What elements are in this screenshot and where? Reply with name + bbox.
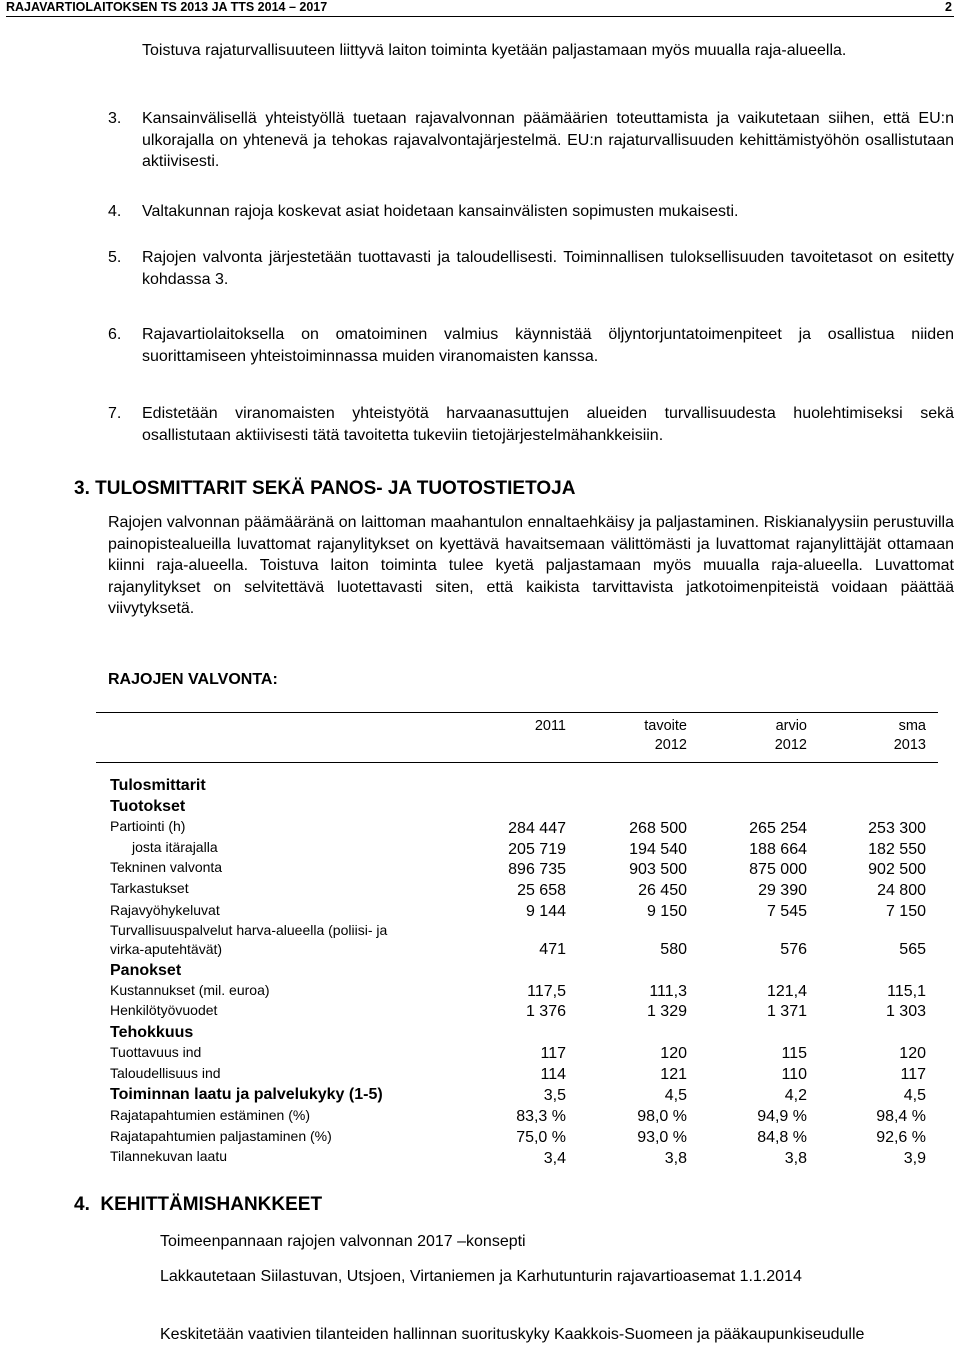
table-cell: 111,3: [649, 983, 687, 1000]
row-label: Tilannekuvan laatu: [110, 1148, 228, 1164]
table-cell: 9 144: [525, 903, 566, 920]
table-cell: 4,5: [664, 1087, 687, 1104]
row-label: josta itärajalla: [132, 839, 218, 855]
table-cell: 115: [781, 1045, 807, 1062]
rajojen-valvonta-subheading: RAJOJEN VALVONTA:: [108, 671, 278, 688]
table-cell: 3,9: [903, 1150, 926, 1167]
table-cell: 565: [899, 941, 926, 958]
table-cell: 182 550: [868, 841, 926, 858]
table-cell: 115,1: [887, 983, 926, 1000]
section-tuotokset: Tuotokset: [110, 798, 186, 815]
intro-paragraph: Toistuva rajaturvallisuuteen liittyvä laiton toiminta kyetään paljastamaan myös muualla raja-alueella.: [142, 42, 847, 59]
table-cell: 84,8 %: [757, 1129, 807, 1146]
item-6-text: Rajavartiolaitoksella on omatoiminen valmius käynnistää öljyntorjuntatoimenpiteet ja osallistua niiden suorittamiseen yhteistoiminnassa muiden viranomaisten kanssa.: [142, 326, 954, 365]
table-cell: 120: [899, 1045, 926, 1062]
table-cell: 580: [660, 941, 687, 958]
table-cell: 875 000: [749, 861, 807, 878]
item-number-7: 7.: [108, 405, 122, 422]
row-label: Taloudellisuus ind: [110, 1065, 221, 1081]
table-cell: 4,5: [903, 1087, 926, 1104]
table-cell: 93,0 %: [637, 1129, 687, 1146]
table-cell: 9 150: [646, 903, 687, 920]
table-cell: 98,4 %: [876, 1108, 926, 1125]
item-7-text: Edistetään viranomaisten yhteistyötä harvaanasuttujen alueiden turvallisuudesta huolehtimiseksi sekä osallistutaan aktiivisesti tätä tavoitetta tukeviin tietojärjestelmähankkeisiin.: [142, 405, 954, 444]
table-cell: 253 300: [868, 820, 926, 837]
row-label: Tarkastukset: [110, 880, 189, 896]
table-cell: 205 719: [508, 841, 566, 858]
row-label-continued: virka-aputehtävät): [110, 941, 223, 957]
table-cell: 1 376: [525, 1003, 566, 1020]
table-cell: 26 450: [638, 882, 687, 899]
table-cell: 3,8: [664, 1150, 687, 1167]
section-toiminnan-laatu: Toiminnan laatu ja palvelukyky (1-5): [110, 1086, 383, 1103]
section-tulosmittarit: Tulosmittarit: [110, 777, 206, 794]
row-label: Kustannukset (mil. euroa): [110, 982, 270, 998]
row-label: Henkilötyövuodet: [110, 1002, 218, 1018]
table-cell: 471: [539, 941, 566, 958]
table-top-rule: [96, 712, 938, 713]
section-4-heading: 4. KEHITTÄMISHANKKEET: [74, 1194, 323, 1215]
table-header-rule: [96, 762, 938, 763]
table-cell: 3,4: [543, 1150, 566, 1167]
table-cell: 92,6 %: [876, 1129, 926, 1146]
table-cell: 94,9 %: [757, 1108, 807, 1125]
table-cell: 75,0 %: [516, 1129, 566, 1146]
table-cell: 117: [540, 1045, 566, 1062]
table-cell: 896 735: [508, 861, 566, 878]
item-number-5: 5.: [108, 249, 122, 266]
col-head-arvio-2012: arvio 2012: [774, 718, 807, 753]
table-cell: 3,5: [543, 1087, 566, 1104]
table-cell: 1 329: [646, 1003, 687, 1020]
table-cell: 3,8: [784, 1150, 807, 1167]
section-panokset: Panokset: [110, 962, 182, 979]
table-cell: 29 390: [758, 882, 807, 899]
table-cell: 188 664: [749, 841, 807, 858]
row-label: Rajatapahtumien estäminen (%): [110, 1107, 310, 1123]
table-cell: 268 500: [629, 820, 687, 837]
table-cell: 110: [781, 1066, 807, 1083]
table-cell: 902 500: [868, 861, 926, 878]
row-label: Rajatapahtumien paljastaminen (%): [110, 1128, 332, 1144]
table-cell: 114: [540, 1066, 566, 1083]
table-cell: 117: [900, 1066, 926, 1083]
table-cell: 194 540: [629, 841, 687, 858]
section-tehokkuus: Tehokkuus: [110, 1024, 194, 1041]
table-cell: 121: [660, 1066, 687, 1083]
table-cell: 7 150: [885, 903, 926, 920]
item-number-3: 3.: [108, 110, 122, 127]
table-cell: 117,5: [527, 983, 566, 1000]
item-number-4: 4.: [108, 203, 122, 220]
page-header: [6, 0, 954, 17]
row-label: Turvallisuuspalvelut harva-alueella (poliisi- ja: [110, 922, 388, 938]
item-number-6: 6.: [108, 326, 122, 343]
table-cell: 1 371: [766, 1003, 807, 1020]
table-cell: 4,2: [784, 1087, 807, 1104]
page-number: 2: [945, 0, 952, 14]
item-5-text: Rajojen valvonta järjestetään tuottavasti ja taloudellisesti. Toiminnallisen tuloksellisuuden tavoitetasot on esitetty kohdassa 3.: [142, 249, 954, 288]
row-label: Partiointi (h): [110, 818, 186, 834]
table-cell: 903 500: [629, 861, 687, 878]
header-title: RAJAVARTIOLAITOKSEN TS 2013 JA TTS 2014 – 2017: [6, 0, 328, 14]
table-cell: 120: [660, 1045, 687, 1062]
table-cell: 98,0 %: [637, 1108, 687, 1125]
table-cell: 83,3 %: [516, 1108, 566, 1125]
row-label: Rajavyöhykeluvat: [110, 902, 220, 918]
section-3-paragraph: Rajojen valvonnan päämääränä on laittoman maahantulon ennaltaehkäisy ja paljastaminen. Riskianalyysiin perustuvilla painopistealueilla luvattomat rajanylitykset on kyettävä havaitsemaan välittömästi ja luvattomat rajanylittäjät ottamaan kiinni raja-alueella. Toistuva laiton toiminta tulee kyetä paljastamaan myös muualla raja-alueella. Luvattomat rajanylitykset on selvitettävä luotettavasti siten, että kaikista tarvittavista jatkotoimenpiteistä voidaan päättää viivytyksetä.: [108, 514, 954, 617]
table-cell: 265 254: [749, 820, 807, 837]
section-3-heading: 3. TULOSMITTARIT SEKÄ PANOS- JA TUOTOSTIETOJA: [74, 478, 576, 499]
kehittamishanke-item: Lakkautetaan Siilastuvan, Utsjoen, Virtaniemen ja Karhutunturin rajavartioasemat 1.1.2014: [160, 1268, 802, 1285]
table-cell: 284 447: [508, 820, 566, 837]
item-3-text: Kansainvälisellä yhteistyöllä tuetaan rajavalvonnan päämäärien toteuttamista ja vaikutetaan siihen, että EU:n ulkorajalla on yhtenevä ja tehokas rajavalvontajärjestelmä. EU:n rajaturvallisuuden kehittämistyöhön osallistutaan aktiivisesti.: [142, 110, 954, 170]
row-label: Tekninen valvonta: [110, 859, 223, 875]
kehittamishanke-item: Keskitetään vaativien tilanteiden hallinnan suorituskyky Kaakkois-Suomeen ja pääkaupunkiseudulle: [160, 1326, 865, 1343]
row-label: Tuottavuus ind: [110, 1044, 202, 1060]
kehittamishanke-item: Toimeenpannaan rajojen valvonnan 2017 –konsepti: [160, 1233, 526, 1250]
table-cell: 1 303: [885, 1003, 926, 1020]
table-cell: 576: [780, 941, 807, 958]
table-cell: 7 545: [766, 903, 807, 920]
table-cell: 24 800: [877, 882, 926, 899]
col-head-tavoite-2012: tavoite 2012: [644, 718, 687, 753]
col-head-2011: 2011: [534, 718, 566, 734]
table-cell: 121,4: [766, 983, 807, 1000]
col-head-sma-2013: sma 2013: [893, 718, 926, 753]
item-4-text: Valtakunnan rajoja koskevat asiat hoidetaan kansainvälisten sopimusten mukaisesti.: [142, 203, 739, 220]
table-cell: 25 658: [517, 882, 566, 899]
